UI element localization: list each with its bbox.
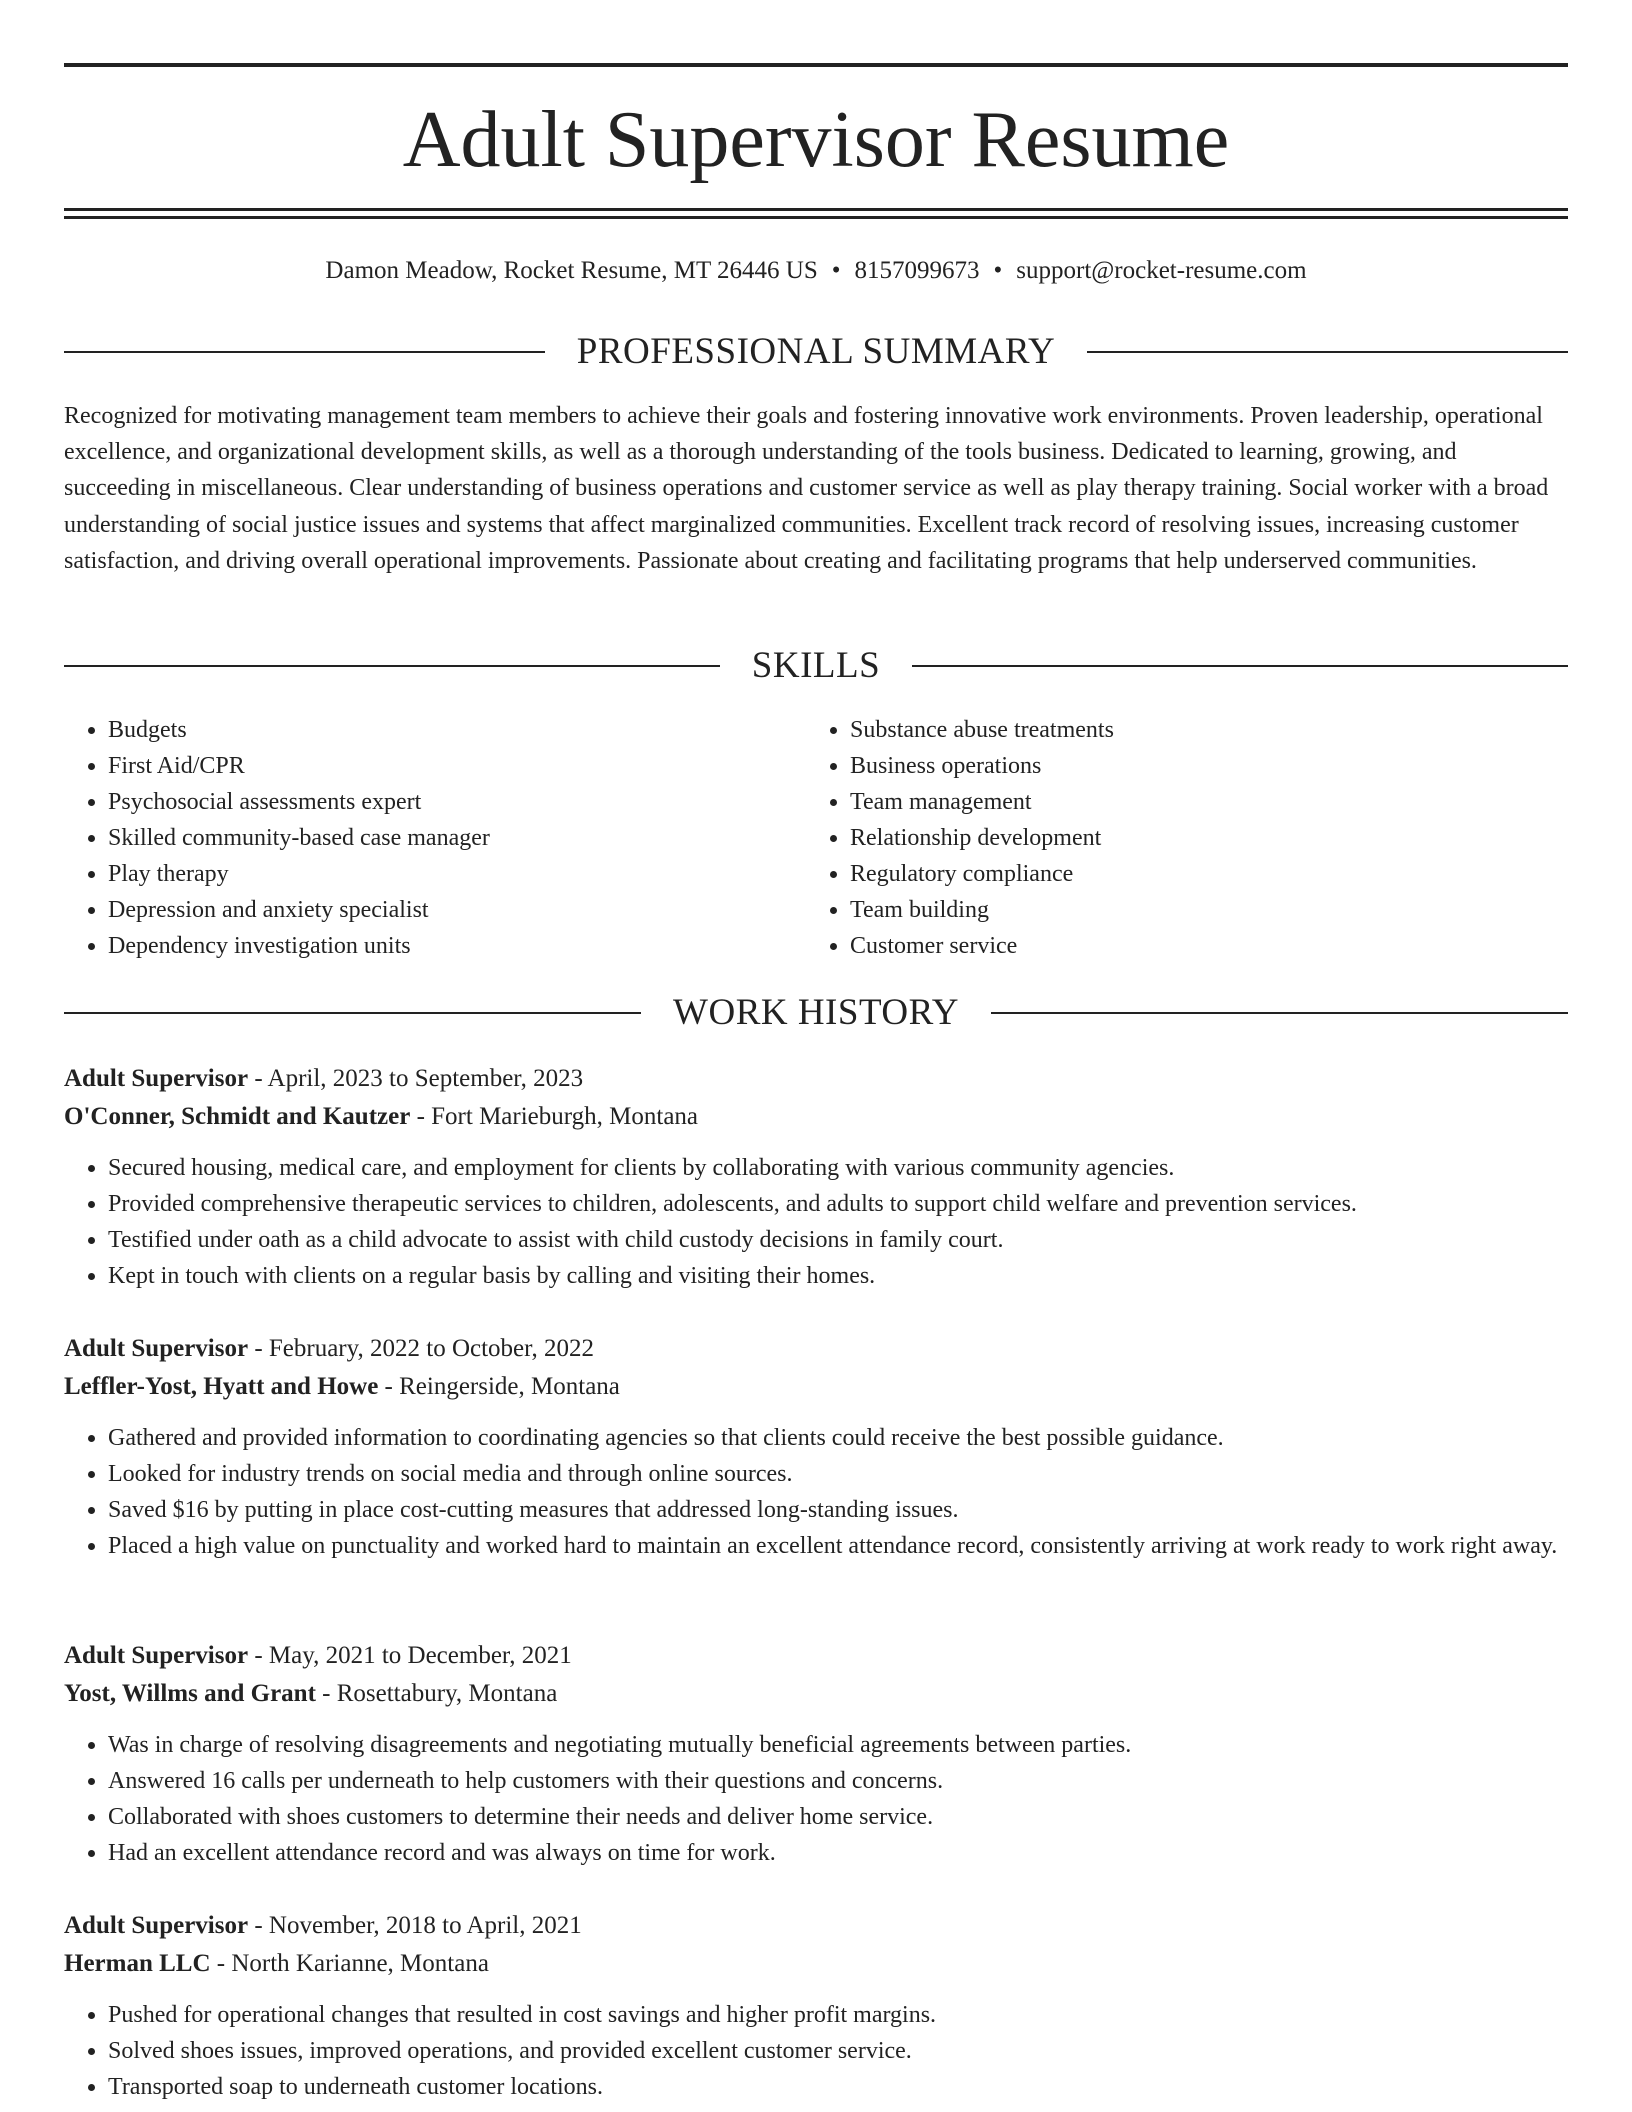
skill-item: • Regulatory compliance bbox=[850, 856, 1548, 892]
skills-column-left bbox=[64, 712, 806, 964]
skill-item: • Business operations bbox=[850, 748, 1548, 784]
section-heading-skills bbox=[64, 644, 1568, 688]
skill-item: • Skilled community-based case manager bbox=[108, 820, 806, 856]
job-company: Yost, Willms and Grant bbox=[64, 1680, 316, 1707]
job-dates: - April, 2023 to September, 2023 bbox=[248, 1065, 584, 1092]
job-bullet: • Saved $16 by putting in place cost-cutting measures that addressed long-standing issues. bbox=[108, 1492, 1568, 1528]
job-bullet: • Transported soap to underneath customer locations. bbox=[108, 2069, 1568, 2105]
skill-item: • Relationship development bbox=[850, 820, 1548, 856]
job-bullet: • Solved shoes issues, improved operations, and provided excellent customer service. bbox=[108, 2033, 1568, 2069]
contact-separator: • bbox=[993, 257, 1003, 284]
section-heading-summary bbox=[64, 330, 1568, 374]
job-bullet: • Kept in touch with clients on a regular basis by calling and visiting their homes. bbox=[108, 1258, 1568, 1294]
job-dates: - November, 2018 to April, 2021 bbox=[248, 1912, 582, 1939]
contact-phone: 8157099673 bbox=[854, 257, 980, 284]
section-title: PROFESSIONAL SUMMARY bbox=[576, 331, 1056, 372]
resume-title: Adult Supervisor Resume bbox=[402, 96, 1230, 184]
job-title: Adult Supervisor bbox=[64, 1642, 249, 1669]
job-company-line bbox=[64, 1675, 1568, 1713]
job-company-line bbox=[64, 1368, 1568, 1406]
job-location: - North Karianne, Montana bbox=[210, 1950, 489, 1977]
job-company: Herman LLC bbox=[64, 1950, 211, 1977]
job-bullet: • Answered 16 calls per underneath to help customers with their questions and concerns. bbox=[108, 1763, 1568, 1799]
job-entry bbox=[64, 1907, 1568, 2105]
skill-item: • Depression and anxiety specialist bbox=[108, 892, 806, 928]
job-bullet: • Pushed for operational changes that resulted in cost savings and higher profit margins. bbox=[108, 1997, 1568, 2033]
job-dates: - May, 2021 to December, 2021 bbox=[248, 1642, 572, 1669]
job-title: Adult Supervisor bbox=[64, 1335, 249, 1362]
header-top-rule bbox=[64, 63, 1568, 67]
skill-item: • Team building bbox=[850, 892, 1548, 928]
job-bullet: • Provided comprehensive therapeutic services to children, adolescents, and adults to support child welfare and prevention services. bbox=[108, 1186, 1568, 1222]
job-company-line bbox=[64, 1945, 1568, 1983]
job-bullet: • Secured housing, medical care, and employment for clients by collaborating with various community agencies. bbox=[108, 1150, 1568, 1186]
skill-item: • First Aid/CPR bbox=[108, 748, 806, 784]
section-rule-left bbox=[64, 1012, 641, 1014]
skill-item: • Play therapy bbox=[108, 856, 806, 892]
contact-separator: • bbox=[831, 257, 841, 284]
skills-column-right bbox=[806, 712, 1548, 964]
contact-line bbox=[64, 254, 1568, 288]
skill-item: • Budgets bbox=[108, 712, 806, 748]
job-bullet: • Placed a high value on punctuality and worked hard to maintain an excellent attendance record, consistently arriving at work ready to work right away. bbox=[108, 1528, 1568, 1564]
section-title: SKILLS bbox=[751, 645, 881, 686]
job-entry bbox=[64, 1060, 1568, 1294]
contact-address: Damon Meadow, Rocket Resume, MT 26446 US bbox=[325, 257, 818, 284]
job-company: O'Conner, Schmidt and Kautzer bbox=[64, 1103, 411, 1130]
header-double-rule-upper bbox=[64, 208, 1568, 211]
section-title: WORK HISTORY bbox=[673, 992, 959, 1033]
job-entry bbox=[64, 1637, 1568, 1871]
job-dates: - February, 2022 to October, 2022 bbox=[248, 1335, 594, 1362]
section-rule-right bbox=[991, 1012, 1568, 1014]
job-bullets bbox=[64, 1150, 1568, 1294]
job-title-line bbox=[64, 1060, 1568, 1098]
header-double-rule-lower bbox=[64, 216, 1568, 219]
skill-item: • Psychosocial assessments expert bbox=[108, 784, 806, 820]
skills-list bbox=[64, 712, 1568, 964]
job-title-line bbox=[64, 1907, 1568, 1945]
job-company: Leffler-Yost, Hyatt and Howe bbox=[64, 1373, 379, 1400]
job-title-line bbox=[64, 1637, 1568, 1675]
job-bullet: • Gathered and provided information to coordinating agencies so that clients could receive the best possible guidance. bbox=[108, 1420, 1568, 1456]
job-company-line bbox=[64, 1098, 1568, 1136]
job-title: Adult Supervisor bbox=[64, 1912, 249, 1939]
job-title-line bbox=[64, 1330, 1568, 1368]
job-location: - Reingerside, Montana bbox=[378, 1373, 620, 1400]
skill-item: • Customer service bbox=[850, 928, 1548, 964]
job-bullet: • Collaborated with shoes customers to determine their needs and deliver home service. bbox=[108, 1799, 1568, 1835]
job-entry bbox=[64, 1330, 1568, 1564]
contact-email: support@rocket-resume.com bbox=[1016, 257, 1307, 284]
skill-item: • Dependency investigation units bbox=[108, 928, 806, 964]
skill-item: • Team management bbox=[850, 784, 1548, 820]
job-bullet: • Had an excellent attendance record and was always on time for work. bbox=[108, 1835, 1568, 1871]
job-bullet: • Looked for industry trends on social media and through online sources. bbox=[108, 1456, 1568, 1492]
job-location: - Rosettabury, Montana bbox=[315, 1680, 558, 1707]
skill-item: • Substance abuse treatments bbox=[850, 712, 1548, 748]
job-bullets bbox=[64, 1997, 1568, 2105]
section-rule-left bbox=[64, 351, 545, 353]
section-heading-work-history bbox=[64, 991, 1568, 1035]
section-rule-right bbox=[1087, 351, 1568, 353]
section-rule-left bbox=[64, 665, 720, 667]
job-title: Adult Supervisor bbox=[64, 1065, 249, 1092]
job-bullets bbox=[64, 1420, 1568, 1564]
job-bullet: • Testified under oath as a child advocate to assist with child custody decisions in family court. bbox=[108, 1222, 1568, 1258]
job-bullets bbox=[64, 1727, 1568, 1871]
summary-text: Recognized for motivating management team members to achieve their goals and fostering innovative work environments. Proven leadership, operational excellence, and organizational development skills, as well as a thorough understanding of the tools business. Dedicated to learning, growing, and succeeding in miscellaneous. Clear understanding of business operations and customer service as well as play therapy training. Social worker with a broad understanding of social justice issues and systems that affect marginalized communities. Excellent track record of resolving issues, increasing customer satisfaction, and driving overall operational improvements. Passionate about creating and facilitating programs that help underserved communities. bbox=[64, 403, 1549, 574]
section-rule-right bbox=[912, 665, 1568, 667]
job-bullet: • Was in charge of resolving disagreements and negotiating mutually beneficial agreements between parties. bbox=[108, 1727, 1568, 1763]
job-location: - Fort Marieburgh, Montana bbox=[410, 1103, 699, 1130]
